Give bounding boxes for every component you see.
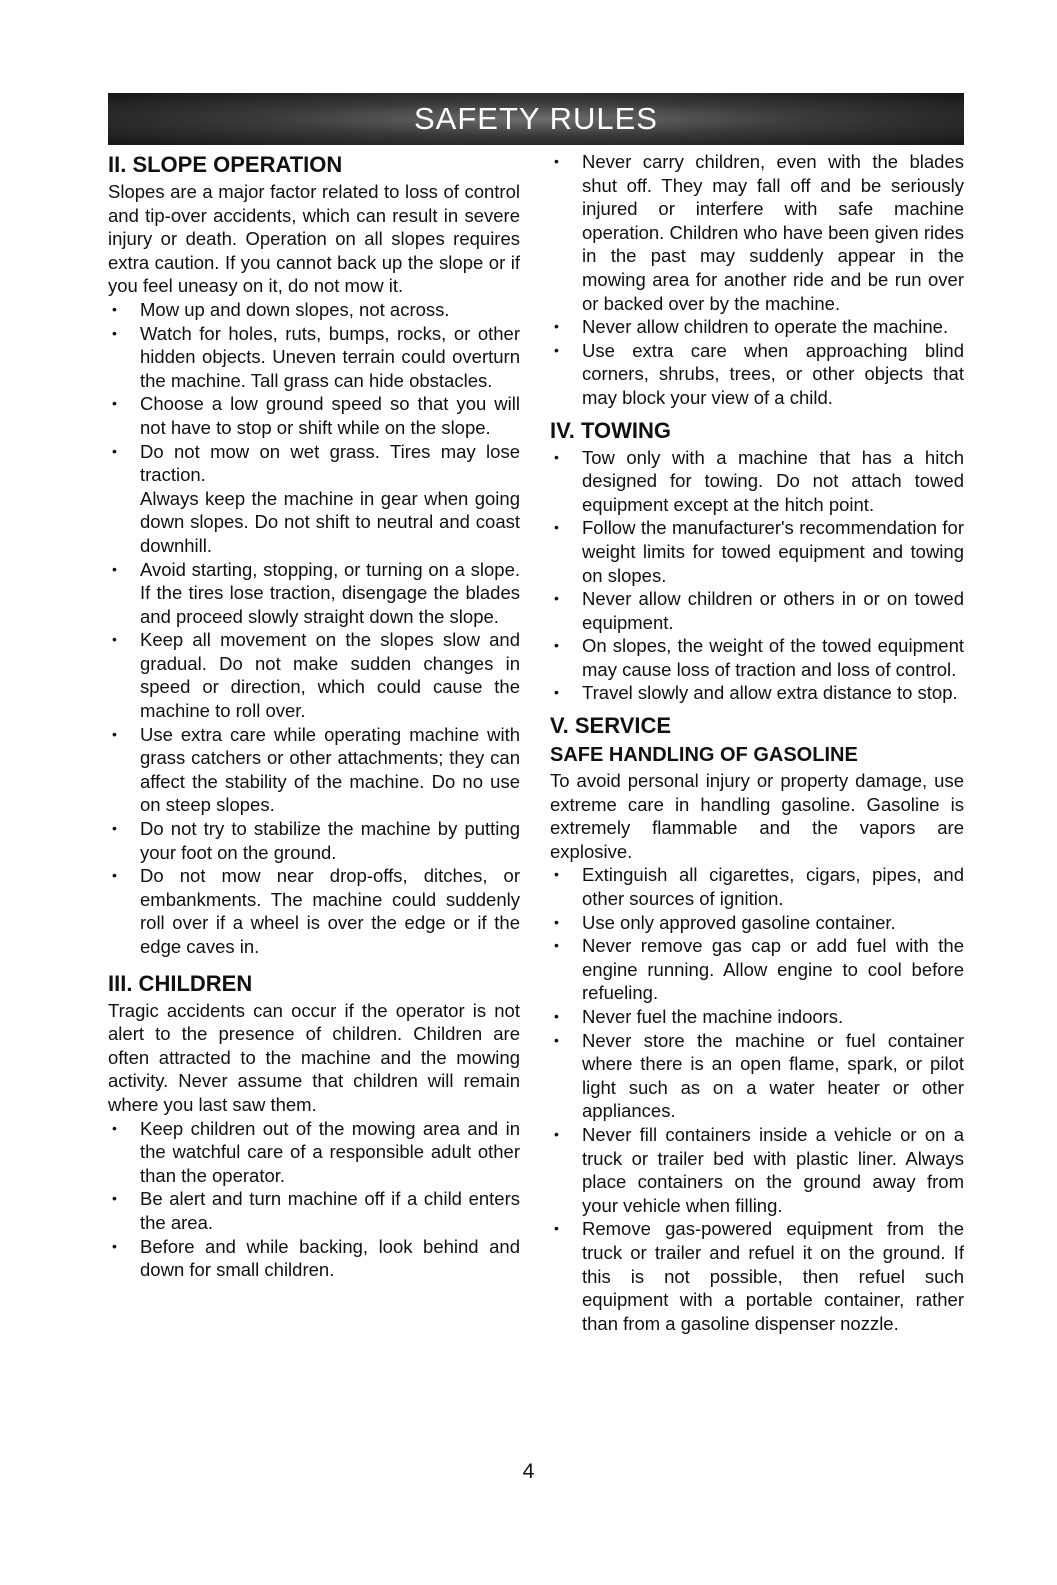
- left-column: [108, 150, 520, 1282]
- gasoline-rules-list: [550, 863, 964, 1335]
- list-item: • Do not mow near drop-offs, ditches, or embankments. The machine could suddenly roll over if a wheel is over the edge or if the edge caves in.: [108, 864, 520, 958]
- list-item: • Never fuel the machine indoors.: [550, 1005, 964, 1029]
- list-item: • Use extra care when approaching blind corners, shrubs, trees, or other objects that may block your view of a child.: [550, 339, 964, 410]
- section-banner: [108, 93, 964, 145]
- list-item: • Choose a low ground speed so that you will not have to stop or shift while on the slope.: [108, 392, 520, 439]
- list-item: • Extinguish all cigarettes, cigars, pipes, and other sources of ignition.: [550, 863, 964, 910]
- towing-heading: IV. TOWING: [550, 417, 672, 443]
- slope-intro: Slopes are a major factor related to loss of control and tip-over accidents, which can result in severe injury or death. Operation on all slopes requires extra caution. If you cannot back up the slope or if you feel uneasy on it, do not mow it.: [108, 181, 520, 297]
- list-item: • Keep children out of the mowing area and in the watchful care of a responsible adult other than the operator.: [108, 1117, 520, 1188]
- list-item: • On slopes, the weight of the towed equipment may cause loss of traction and loss of control.: [550, 634, 964, 681]
- list-item: • Never store the machine or fuel container where there is an open flame, spark, or pilot light such as on a water heater or other appliances.: [550, 1029, 964, 1123]
- list-item: • Follow the manufacturer's recommendation for weight limits for towed equipment and towing on slopes.: [550, 516, 964, 587]
- banner-title: SAFETY RULES: [413, 101, 658, 136]
- list-item: • Avoid starting, stopping, or turning on a slope. If the tires lose traction, disengage the blades and proceed slowly straight down the slope.: [108, 558, 520, 629]
- list-item: • Never remove gas cap or add fuel with the engine running. Allow engine to cool before refueling.: [550, 934, 964, 1005]
- list-item: • Never carry children, even with the blades shut off. They may fall off and be seriously injured or interfere with safe machine operation. Children who have been given rides in the past may suddenly appear in the mowing area for another ride and be run over or backed over by the machine.: [550, 150, 964, 315]
- list-item: • Never allow children to operate the machine.: [550, 315, 964, 339]
- slope-operation-heading: II. SLOPE OPERATION: [108, 152, 343, 177]
- list-item: • Remove gas-powered equipment from the truck or trailer and refuel it on the ground. If this is not possible, then refuel such equipment with a portable container, rather than from a gasoline dispenser nozzle.: [550, 1217, 964, 1335]
- list-item: • Do not try to stabilize the machine by putting your foot on the ground.: [108, 817, 520, 864]
- list-item: • Use only approved gasoline container.: [550, 911, 964, 935]
- list-item: Always keep the machine in gear when going down slopes. Do not shift to neutral and coast downhill.: [140, 487, 520, 556]
- page-number: 4: [522, 1460, 535, 1483]
- list-item: • Tow only with a machine that has a hitch designed for towing. Do not attach towed equipment except at the hitch point.: [550, 446, 964, 517]
- list-item: • Use extra care while operating machine with grass catchers or other attachments; they can affect the stability of the machine. Do no use on steep slopes.: [108, 723, 520, 817]
- gasoline-intro: To avoid personal injury or property damage, use extreme care in handling gasoline. Gasoline is extremely flammable and the vapors are explosive.: [550, 770, 964, 862]
- list-item: • Before and while backing, look behind and down for small children.: [108, 1235, 520, 1282]
- service-heading: V. SERVICE: [550, 713, 672, 739]
- list-item: • Do not mow on wet grass. Tires may lose traction.: [108, 440, 520, 487]
- gasoline-subheading: SAFE HANDLING OF GASOLINE: [550, 744, 858, 767]
- list-item: • Mow up and down slopes, not across.: [108, 298, 520, 322]
- children-rules-list: [108, 1117, 520, 1282]
- list-item: • Keep all movement on the slopes slow and gradual. Do not make sudden changes in speed or direction, which could cause the machine to roll over.: [108, 628, 520, 722]
- list-item: • Never allow children or others in or on towed equipment.: [550, 587, 964, 634]
- slope-rules-list: [108, 298, 520, 959]
- list-item: • Travel slowly and allow extra distance to stop.: [550, 681, 964, 705]
- children-rules-continued-list: [550, 150, 964, 410]
- list-item: • Never fill containers inside a vehicle or on a truck or trailer bed with plastic liner. Always place containers on the ground away from your vehicle when filling.: [550, 1123, 964, 1217]
- children-intro: Tragic accidents can occur if the operator is not alert to the presence of children. Children are often attracted to the machine and the mowing activity. Never assume that children will remain where you last saw them.: [108, 999, 520, 1115]
- children-heading: III. CHILDREN: [108, 970, 253, 996]
- towing-rules-list: [550, 446, 964, 706]
- right-column: [550, 150, 964, 1335]
- list-item: • Watch for holes, ruts, bumps, rocks, or other hidden objects. Uneven terrain could overturn the machine. Tall grass can hide obstacles.: [108, 322, 520, 393]
- list-item: • Be alert and turn machine off if a child enters the area.: [108, 1187, 520, 1234]
